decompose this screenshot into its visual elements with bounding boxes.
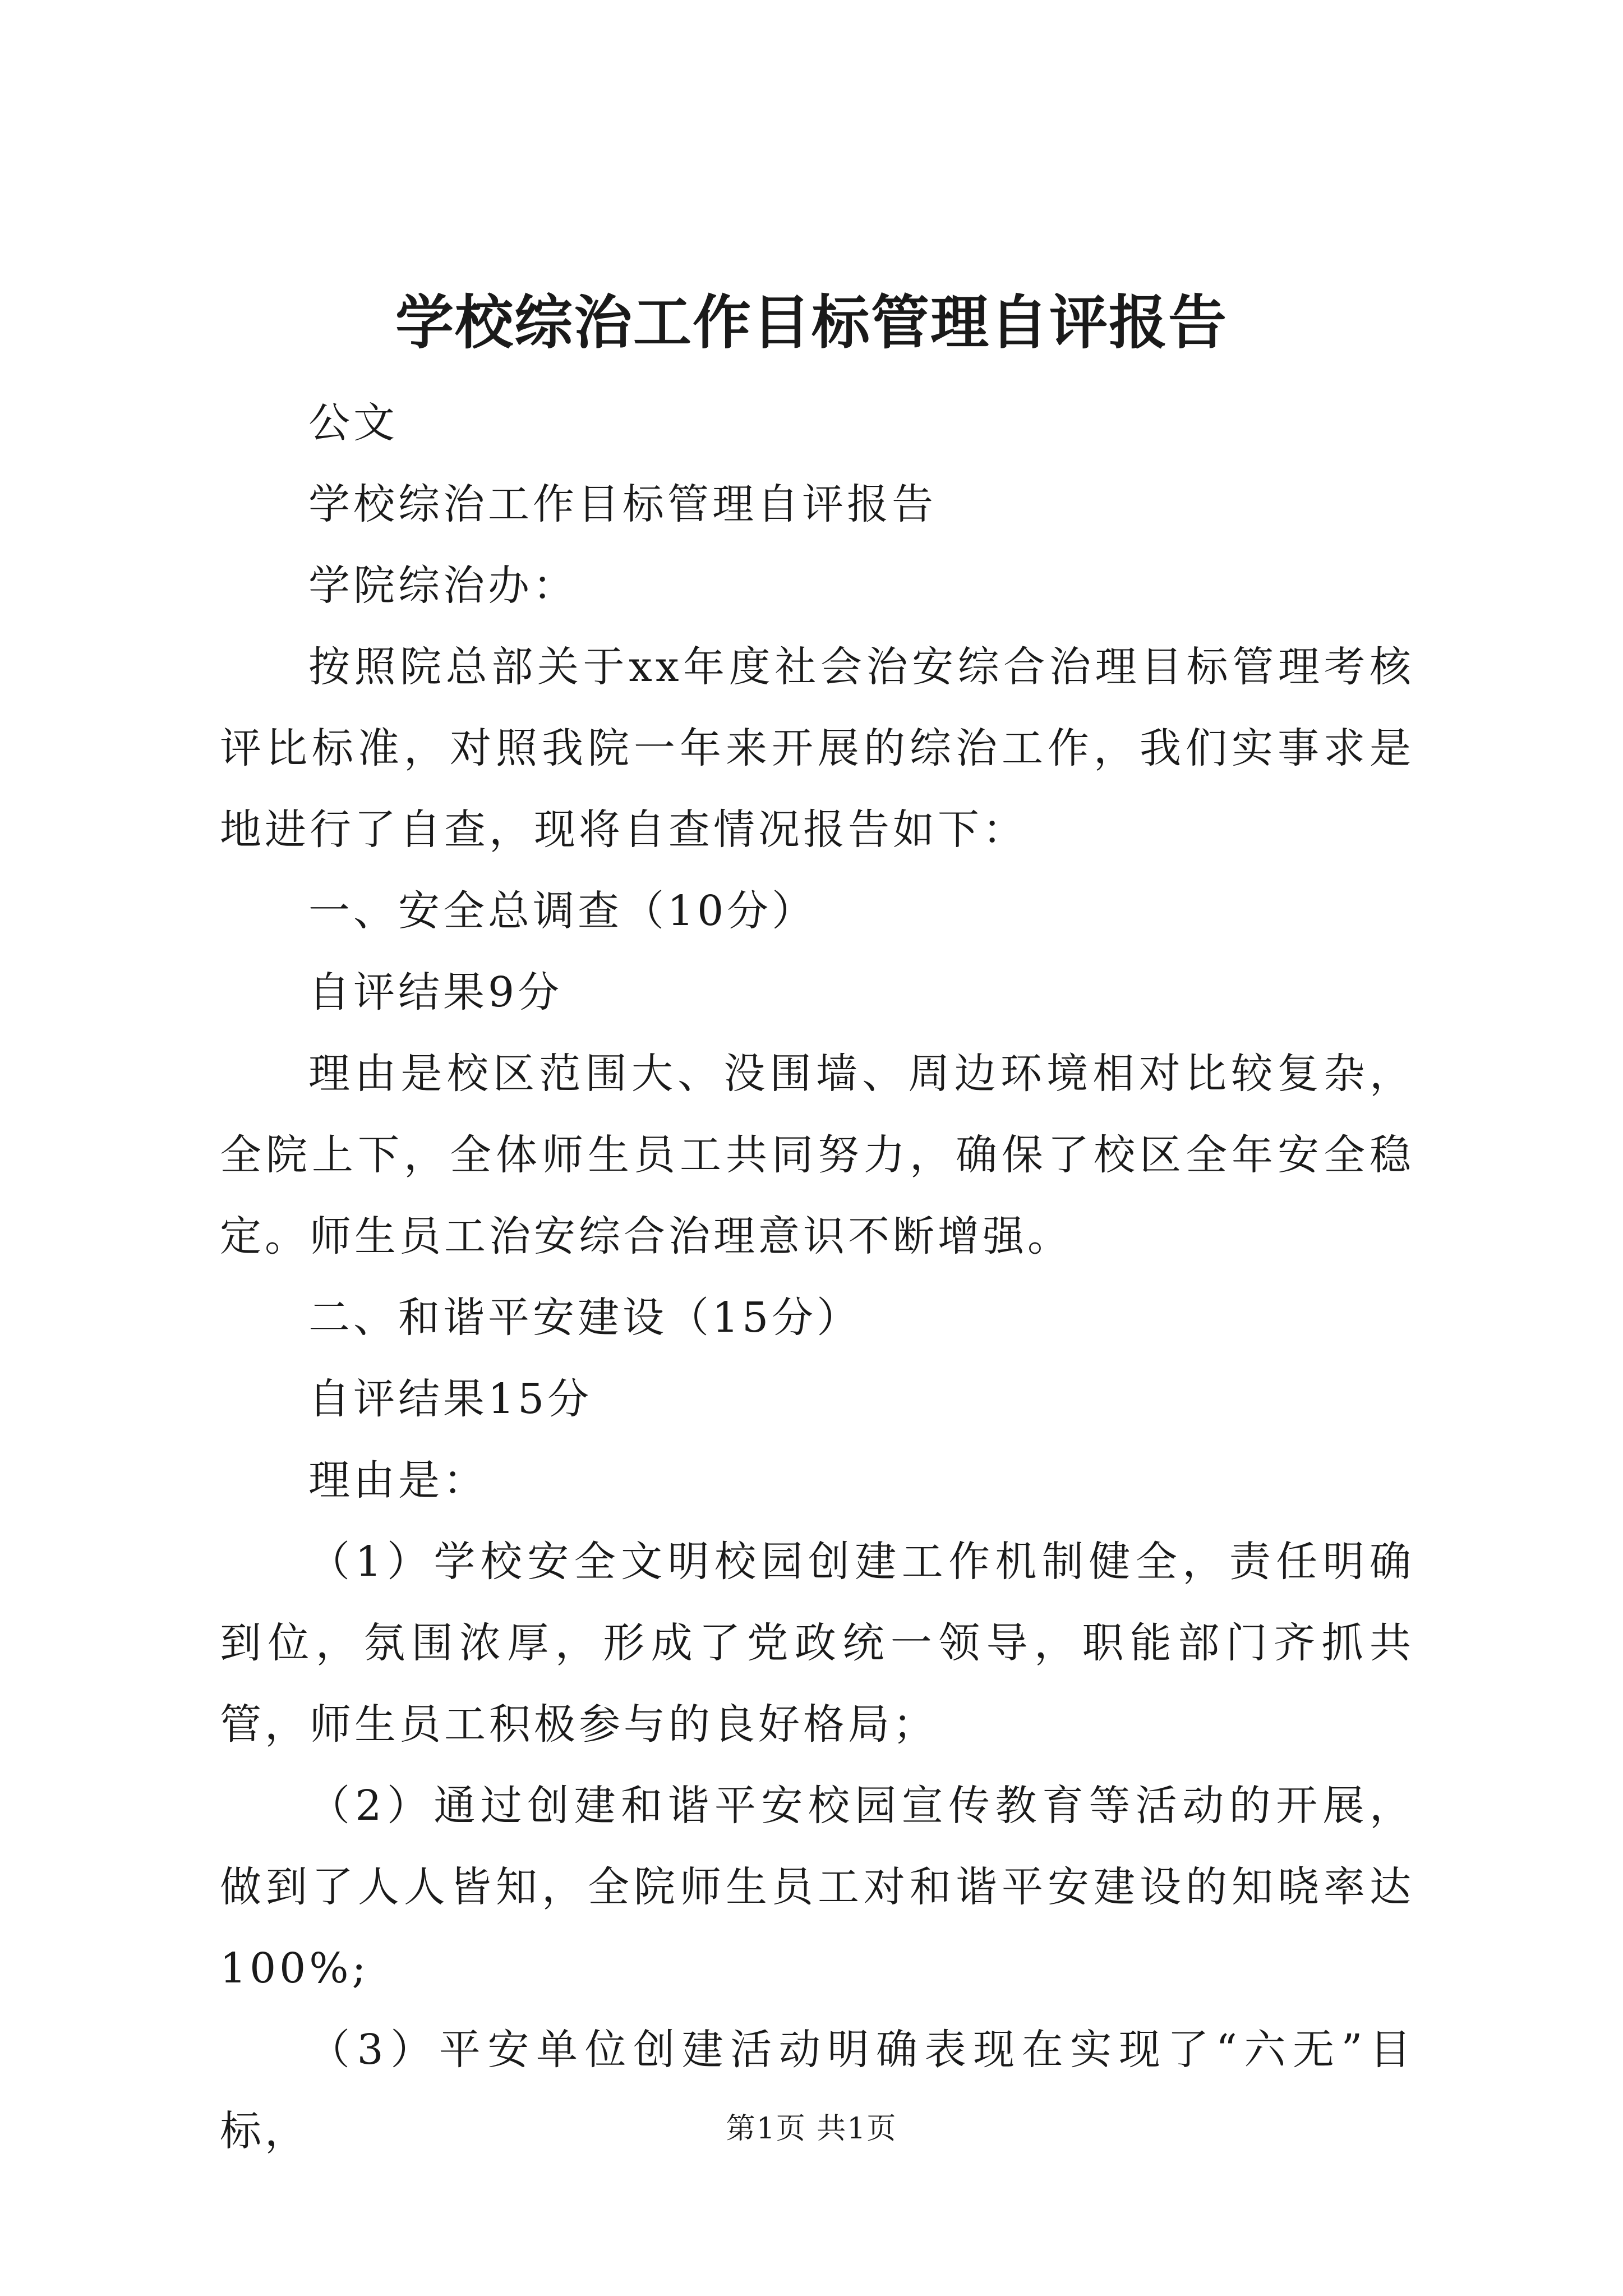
paragraph: 理由是校区范围大、没围墙、周边环境相对比较复杂，全院上下，全体师生员工共同努力，确保了校区全年安全稳定。师生员工治安综合治理意识不断增强。 xyxy=(220,1050,1414,1260)
page-footer: 第1页 共1页 xyxy=(726,2112,897,2146)
paragraph: 理由是： xyxy=(308,1456,488,1504)
paragraph: 按照院总部关于xx年度社会治安综合治理目标管理考核评比标准，对照我院一年来开展的综治工作，我们实事求是地进行了自查，现将自查情况报告如下： xyxy=(220,643,1414,854)
paragraph: 自评结果15分 xyxy=(308,1375,593,1423)
paragraph: 二、和谐平安建设（15分） xyxy=(308,1294,862,1342)
paragraph: 学校综治工作目标管理自评报告 xyxy=(308,480,937,528)
document-title: 学校综治工作目标管理自评报告 xyxy=(395,288,1228,357)
paragraph: 自评结果9分 xyxy=(308,968,563,1016)
paragraph: （2）通过创建和谐平安校园宣传教育等活动的开展，做到了人人皆知，全院师生员工对和谐平安建设的知晓率达100%; xyxy=(220,1782,1414,1993)
paragraph: 学院综治办： xyxy=(308,562,578,610)
paragraph: 公文 xyxy=(308,399,398,447)
paragraph: （3）平安单位创建活动明确表现在实现了“六无”目标， xyxy=(220,2026,1414,2155)
paragraph: 一、安全总调查（10分） xyxy=(308,887,817,935)
paragraph: （1）学校安全文明校园创建工作机制健全，责任明确到位，氛围浓厚，形成了党政统一领导，职能部门齐抓共管，师生员工积极参与的良好格局； xyxy=(220,1538,1414,1749)
document-body xyxy=(220,383,1414,2172)
